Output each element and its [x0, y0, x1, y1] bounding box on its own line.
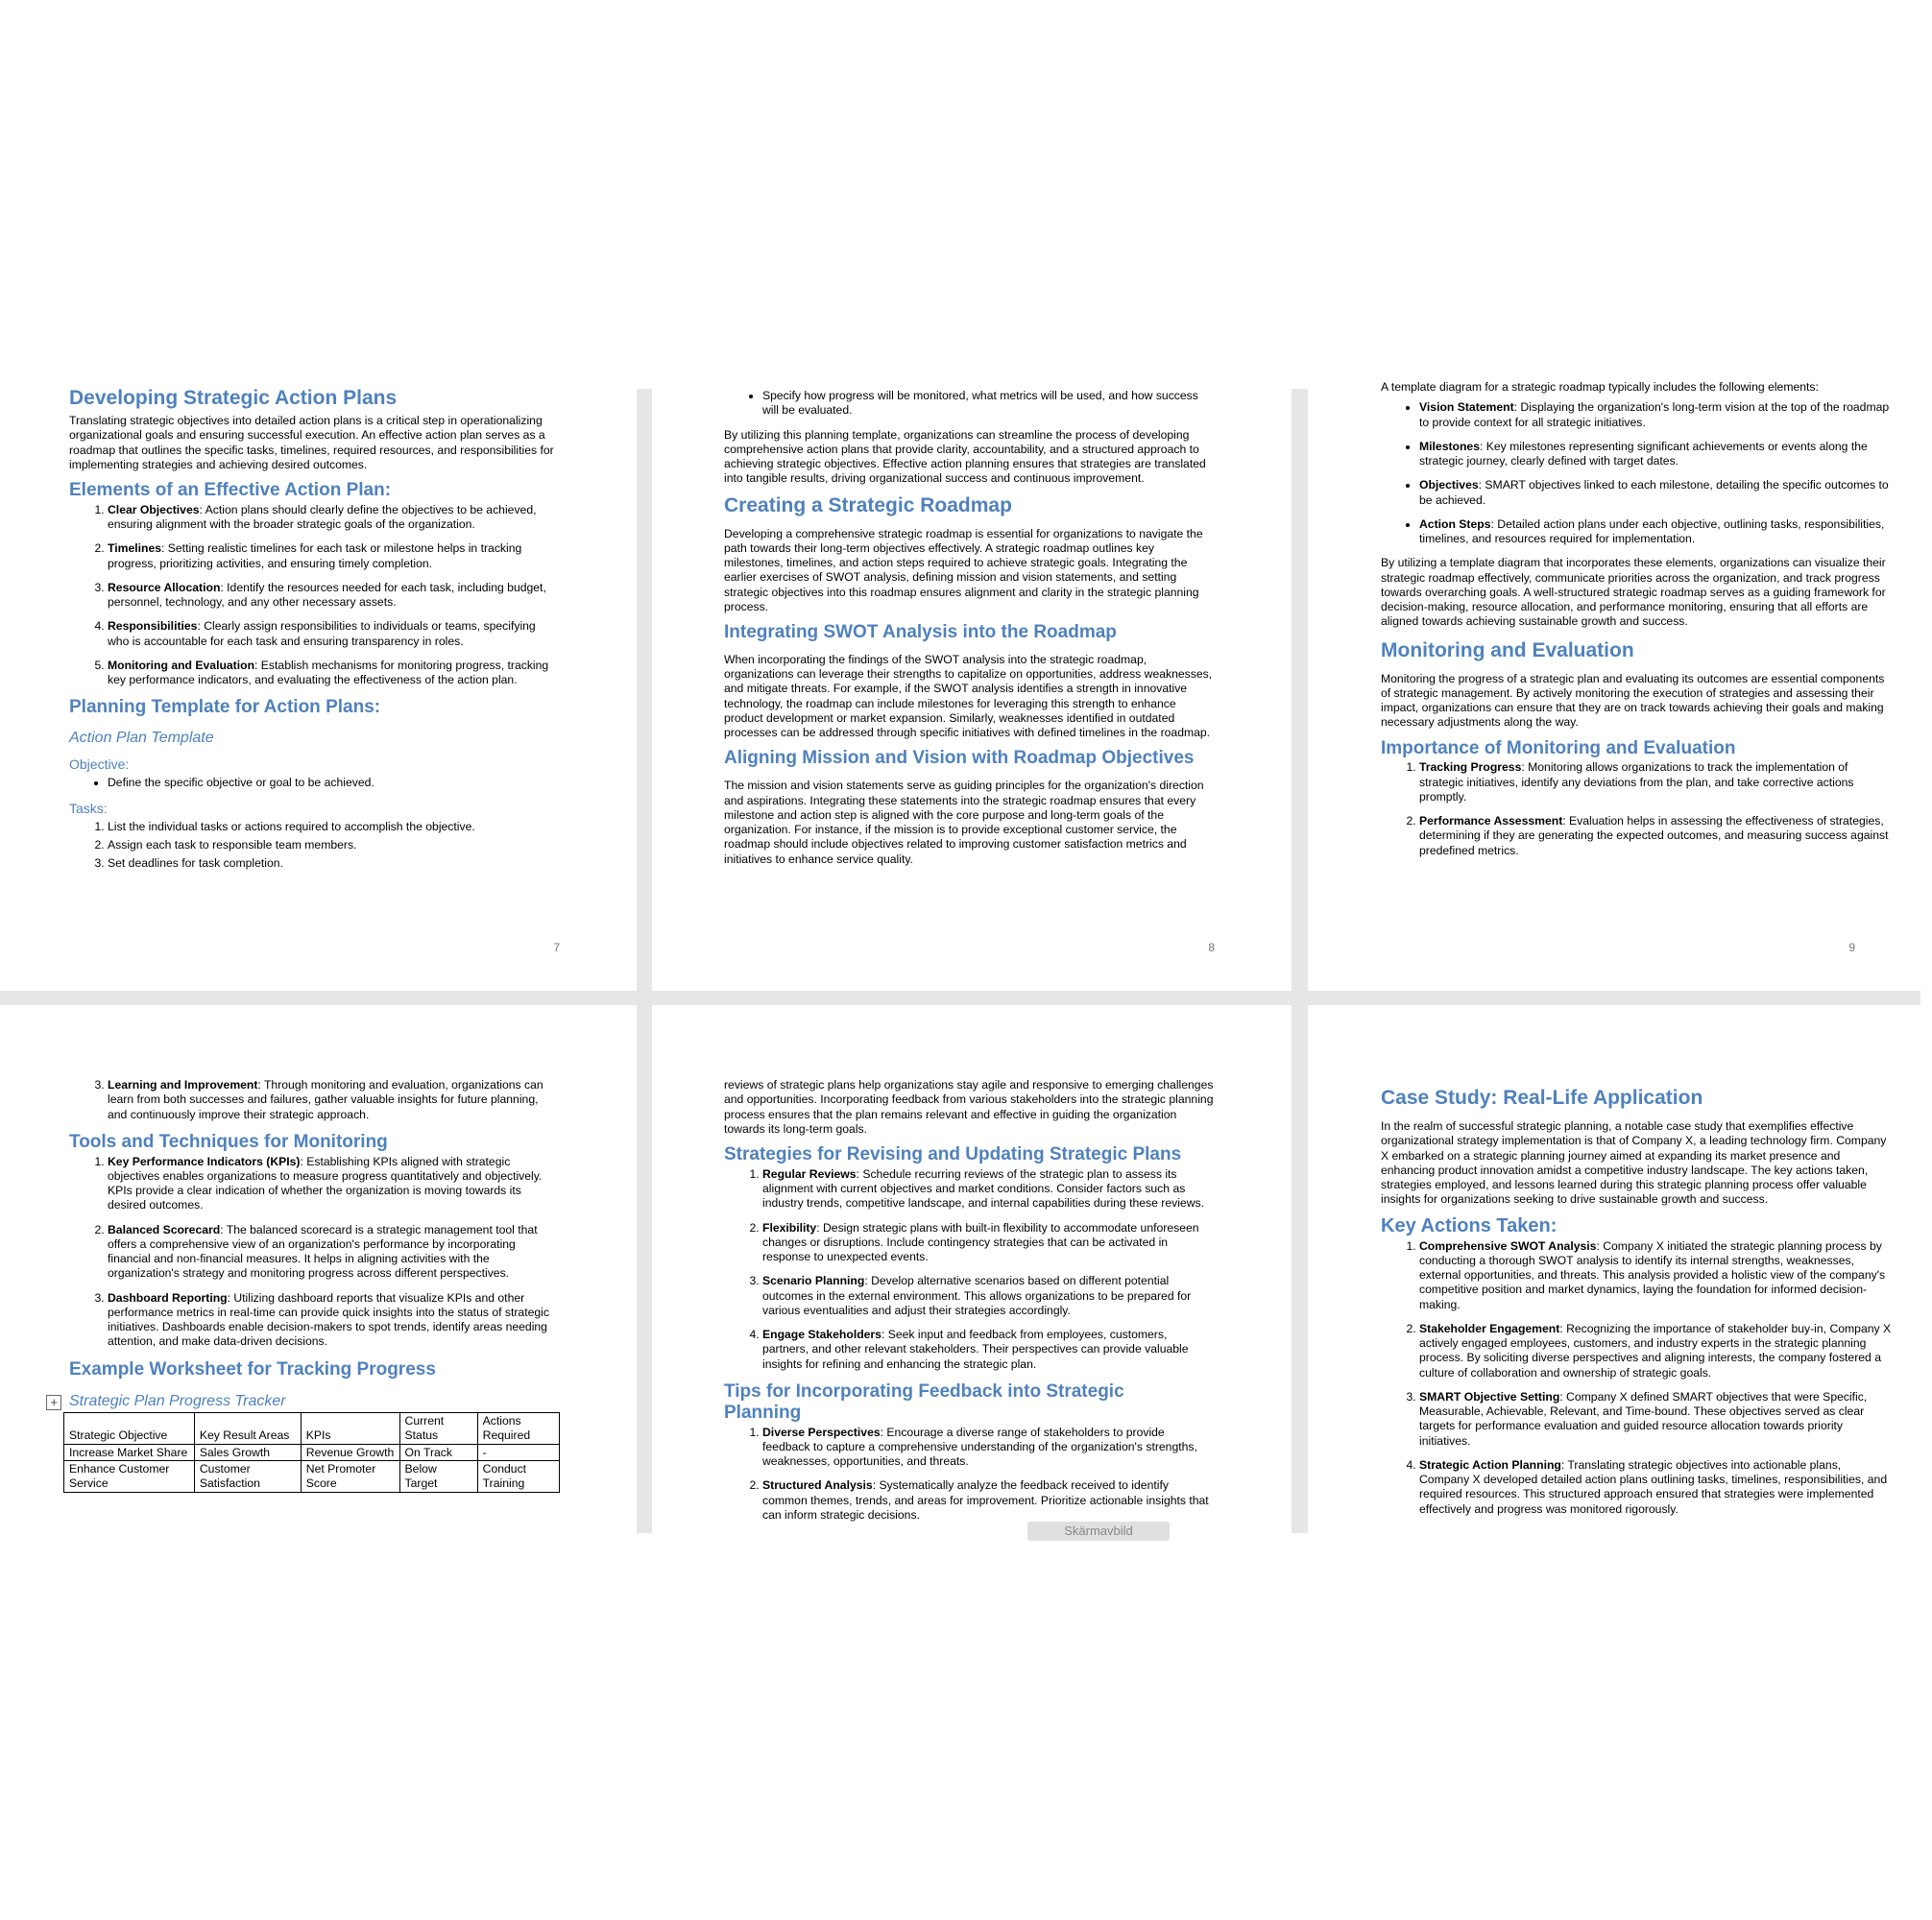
elements-list — [69, 503, 560, 688]
list-item: 3. Dashboard Reporting: Utilizing dashboard reports that visualize KPIs and other performance metrics in real-time can provide quick insights into the status of strategic initiatives. Dashboards enable decision-makers to spot trends, identify areas needing attention, and make data-driven decisions. — [108, 1291, 560, 1350]
list-item: 1. Regular Reviews: Schedule recurring reviews of the strategic plan to assess its alignment with current objectives and market conditions. Consider factors such as industry trends, competitive landscape, and internal capabilities during these reviews. — [762, 1167, 1215, 1212]
heading-tips: Tips for Incorporating Feedback into Strategic Planning — [724, 1380, 1124, 1423]
tasks-list — [69, 820, 560, 872]
table-cell: Current Status — [399, 1413, 477, 1444]
list-item: 4. Engage Stakeholders: Seek input and feedback from employees, customers, partners, and other relevant stakeholders. Their perspectives can provide valuable insights for refining and enhancing the strategic plan. — [762, 1328, 1215, 1372]
heading-tasks: Tasks: — [69, 800, 108, 816]
list-item: • Action Steps: Detailed action plans under each objective, outlining tasks, responsibilities, timelines, and resources required for implementation. — [1419, 517, 1894, 547]
list-item: • Define the specific objective or goal to be achieved. — [108, 776, 560, 790]
table-cell: Actions Required — [477, 1413, 559, 1444]
table-cell: Revenue Growth — [301, 1444, 399, 1461]
page-8 — [652, 389, 1292, 991]
actions-list — [1381, 1239, 1894, 1517]
list-item: 1. Tracking Progress: Monitoring allows organizations to track the implementation of strategic initiatives, identify any deviations from the plan, and take corrective actions promptly. — [1419, 760, 1894, 804]
list-item: 3. Resource Allocation: Identify the resources needed for each task, including budget, personnel, technology, and any other necessary assets. — [108, 581, 560, 611]
list-item: 3. SMART Objective Setting: Company X defined SMART objectives that were Specific, Measurable, Achievable, Relevant, and Time-bound. These objectives served as clear targets for performance evaluation and guided resource allocation towards priority initiatives. — [1419, 1390, 1894, 1449]
strategies-list — [724, 1167, 1215, 1372]
heading-swot: Integrating SWOT Analysis into the Roadmap — [724, 622, 1117, 643]
list-item: 2. Stakeholder Engagement: Recognizing the importance of stakeholder buy-in, Company X actively engaged employees, customers, and industry experts in the strategic planning process. By soliciting diverse perspectives and aligning interests, the company fostered a culture of collaboration and ownership of strategic goals. — [1419, 1322, 1894, 1380]
list-item: 2. Timelines: Setting realistic timelines for each task or milestone helps in tracking progress, prioritizing activities, and ensuring timely completion. — [108, 541, 560, 571]
heading-mission: Aligning Mission and Vision with Roadmap Objectives — [724, 748, 1195, 769]
heading-roadmap: Creating a Strategic Roadmap — [724, 493, 1012, 516]
table-cell: KPIs — [301, 1413, 399, 1444]
table-cell: Conduct Training — [477, 1461, 559, 1492]
list-item: 2. Flexibility: Design strategic plans with built-in flexibility to accommodate unforeseen changes or disruptions. Include contingency strategies that can be activated in response to unexpected events. — [762, 1221, 1215, 1265]
list-item: • Specify how progress will be monitored, what metrics will be used, and how success will be evaluated. — [762, 389, 1215, 419]
heading-template: Action Plan Template — [69, 730, 214, 747]
tracker-table — [63, 1412, 560, 1492]
paragraph-clipped: A template diagram for a strategic roadmap typically includes the following elements: — [1381, 380, 1819, 394]
table-cell: Below Target — [399, 1461, 477, 1492]
list-item: 4. Strategic Action Planning: Translating strategic objectives into actionable plans, Company X developed detailed action plans outlining tasks, timelines, responsibilities, and required resources. This structured approach ensured that strategies were implemented effectively and progress was monitored rigorously. — [1419, 1458, 1894, 1517]
objective-list — [69, 776, 560, 790]
list-item: 2. Balanced Scorecard: The balanced scorecard is a strategic management tool that offers a comprehensive view of an organization's performance by incorporating financial and non-financial measures. It helps in aligning activities with the organization's strategy and monitoring progress across different perspectives. — [108, 1223, 560, 1282]
table-cell: On Track — [399, 1444, 477, 1461]
table-move-handle-icon[interactable]: + — [46, 1395, 61, 1410]
table-cell: Net Promoter Score — [301, 1461, 399, 1492]
heading-worksheet: Example Worksheet for Tracking Progress — [69, 1358, 436, 1380]
list-item: 3. Scenario Planning: Develop alternative scenarios based on different potential outcomes in the external environment. This allows organizations to be prepared for various eventualities and adjust their strategies accordingly. — [762, 1274, 1215, 1318]
table-header-row — [64, 1413, 560, 1444]
paragraph: Monitoring the progress of a strategic plan and evaluating its outcomes are essential components of strategic management. By actively monitoring the execution of strategies and assessing their impact, organizations can ensure that they are on track towards achieving their goals and making necessary adjustments along the way. — [1381, 671, 1885, 730]
bullet-list — [724, 389, 1215, 419]
heading-planning: Planning Template for Action Plans: — [69, 697, 381, 718]
list-item: • Milestones: Key milestones representing significant achievements or events along the strategic journey, clearly defined with target dates. — [1419, 440, 1894, 469]
tracker-title — [50, 1393, 560, 1410]
list-item: 3. Learning and Improvement: Through monitoring and evaluation, organizations can learn from both successes and failures, gather valuable insights for future planning, and continuously improve their strategic approach. — [108, 1078, 560, 1122]
paragraph: Translating strategic objectives into detailed action plans is a critical step in operationalizing organizational goals and ensuring successful execution. An effective action plan serves as a roadmap that outlines the specific tasks, timelines, required resources, and responsibilities for implementing strategies and achieving desired outcomes. — [69, 414, 554, 471]
table-row — [64, 1444, 560, 1461]
heading-elements: Elements of an Effective Action Plan: — [69, 480, 392, 501]
page-number: 7 — [553, 941, 560, 954]
table-cell: Customer Satisfaction — [194, 1461, 301, 1492]
list-item: 4. Responsibilities: Clearly assign responsibilities to individuals or teams, specifying who is accountable for each task and ensuring transparency in roles. — [108, 619, 560, 649]
paragraph: reviews of strategic plans help organizations stay agile and responsive to emerging challenges and opportunities. Incorporating feedback from various stakeholders into the strategic planning process ensures that the plan remains relevant and effective in guiding the organization towards its long-term goals. — [724, 1078, 1214, 1136]
importance-list — [1381, 760, 1894, 858]
page-number: 9 — [1848, 941, 1855, 954]
table-cell: Key Result Areas — [194, 1413, 301, 1444]
heading-strategies: Strategies for Revising and Updating Strategic Plans — [724, 1144, 1182, 1164]
heading-tools: Tools and Techniques for Monitoring — [69, 1131, 388, 1152]
table-row — [64, 1461, 560, 1492]
table-cell: Increase Market Share — [64, 1444, 195, 1461]
list-item: 1. Diverse Perspectives: Encourage a diverse range of stakeholders to provide feedback to capture a comprehensive understanding of the organization's strengths, weaknesses, opportunities, and threats. — [762, 1426, 1215, 1470]
image-tooltip: Skärmavbild — [1027, 1522, 1170, 1541]
table-cell: - — [477, 1444, 559, 1461]
tracker-title-text: Strategic Plan Progress Tracker — [69, 1393, 286, 1410]
page-10 — [0, 1005, 637, 1543]
document-canvas[interactable] — [0, 380, 1920, 1538]
list-item: • Vision Statement: Displaying the organization's long-term vision at the top of the roadmap to provide context for all strategic initiatives. — [1419, 400, 1894, 430]
heading-importance: Importance of Monitoring and Evaluation — [1381, 737, 1736, 758]
paragraph: In the realm of successful strategic planning, a notable case study that exemplifies effective organizational strategy implementation is that of Company X, a leading technology firm. Company X embarked on a strategic planning journey aimed at expanding its market presence and enhancing product innovation amidst a competitive industry landscape. The key actions taken, strategies employed, and lessons learned during this strategic planning process offer valuable insights for organizations seeking to drive sustainable growth and success. — [1381, 1119, 1887, 1207]
page-12 — [1308, 1005, 1932, 1543]
list-item: 3. Set deadlines for task completion. — [108, 856, 560, 871]
heading-developing: Developing Strategic Action Plans — [69, 387, 398, 409]
list-item: 5. Monitoring and Evaluation: Establish mechanisms for monitoring progress, tracking key performance indicators, and evaluating the effectiveness of the action plan. — [108, 659, 560, 688]
list-item: 2. Structured Analysis: Systematically analyze the feedback received to identify common themes, trends, and areas for improvement. Prioritize actionable insights that can inform strategic decisions. — [762, 1478, 1215, 1523]
page-9 — [1308, 380, 1932, 991]
roadmap-elements-list — [1381, 400, 1894, 546]
list-item: • Objectives: SMART objectives linked to each milestone, detailing the specific outcomes to be achieved. — [1419, 478, 1894, 508]
list-item: 1. List the individual tasks or actions required to accomplish the objective. — [108, 820, 560, 834]
heading-objective: Objective: — [69, 756, 130, 773]
heading-case-study: Case Study: Real-Life Application — [1381, 1087, 1703, 1109]
table-cell: Strategic Objective — [64, 1413, 195, 1444]
paragraph: When incorporating the findings of the SWOT analysis into the strategic roadmap, organizations can leverage their strengths to capitalize on opportunities, address weaknesses, and mitigate threats. For example, if the SWOT analysis identifies a strength in innovative technology, the roadmap can include milestones for leveraging this strength to enhance product development or market expansion. Similarly, weaknesses identified in outdated processes can be addressed through specific initiatives with defined timelines in the roadmap. — [724, 652, 1213, 740]
heading-monitoring: Monitoring and Evaluation — [1381, 638, 1634, 661]
table-cell: Sales Growth — [194, 1444, 301, 1461]
page-11 — [652, 1005, 1292, 1543]
tools-list — [69, 1155, 560, 1350]
paragraph: By utilizing this planning template, organizations can streamline the process of developing comprehensive action plans that provide clarity, accountability, and a structured approach to achieving strategic objectives. Effective action planning ensures that strategies are translated into tangible results, driving organizational success and continuous improvement. — [724, 427, 1206, 486]
list-item: 2. Performance Assessment: Evaluation helps in assessing the effectiveness of strategies, determining if they are generating the expected outcomes, and measuring success against predefined metrics. — [1419, 814, 1894, 858]
paragraph: Developing a comprehensive strategic roadmap is essential for organizations to navigate the path towards their long-term objectives effectively. A strategic roadmap outlines key milestones, timelines, and action steps required to achieve strategic goals. Integrating the earlier exercises of SWOT analysis, defining mission and vision statements, and setting strategic objectives into this roadmap ensures alignment and clarity in the strategic planning process. — [724, 526, 1203, 613]
tips-list — [724, 1426, 1215, 1524]
page-number: 8 — [1208, 941, 1215, 954]
list-item: 1. Key Performance Indicators (KPIs): Establishing KPIs aligned with strategic objectives enables organizations to measure progress quantitatively and objectively. KPIs provide a clear indication of whether the organization is moving towards its desired outcomes. — [108, 1155, 560, 1213]
heading-key-actions: Key Actions Taken: — [1381, 1214, 1558, 1236]
page-7 — [0, 389, 637, 991]
paragraph: The mission and vision statements serve as guiding principles for the organization's direction and aspirations. Integrating these statements into the strategic roadmap ensures that every milestone and action step is aligned with the core purpose and long-term goals of the organization. For instance, if the mission is to provide exceptional customer service, the roadmap should include objectives related to improving customer satisfaction metrics and initiatives to enhance service quality. — [724, 779, 1204, 866]
monitoring-list-continued — [69, 1078, 560, 1122]
list-item: 2. Assign each task to responsible team members. — [108, 838, 560, 852]
list-item: 1. Comprehensive SWOT Analysis: Company X initiated the strategic planning process by conducting a thorough SWOT analysis to identify its internal strengths, weaknesses, external opportunities, and threats. This analysis provided a holistic view of the company's competitive position and market dynamics, laying the foundation for informed decision-making. — [1419, 1239, 1894, 1312]
list-item: 1. Clear Objectives: Action plans should clearly define the objectives to be achieved, ensuring alignment with the broader strategic goals of the organization. — [108, 503, 560, 533]
table-cell: Enhance Customer Service — [64, 1461, 195, 1492]
paragraph: By utilizing a template diagram that incorporates these elements, organizations can visualize their strategic roadmap effectively, communicate priorities across the organization, and track progress towards overarching goals. A well-structured strategic roadmap serves as a guiding framework for decision-making, resource allocation, and performance monitoring, ensuring that all efforts are aligned towards achieving sustainable growth and success. — [1381, 556, 1886, 629]
